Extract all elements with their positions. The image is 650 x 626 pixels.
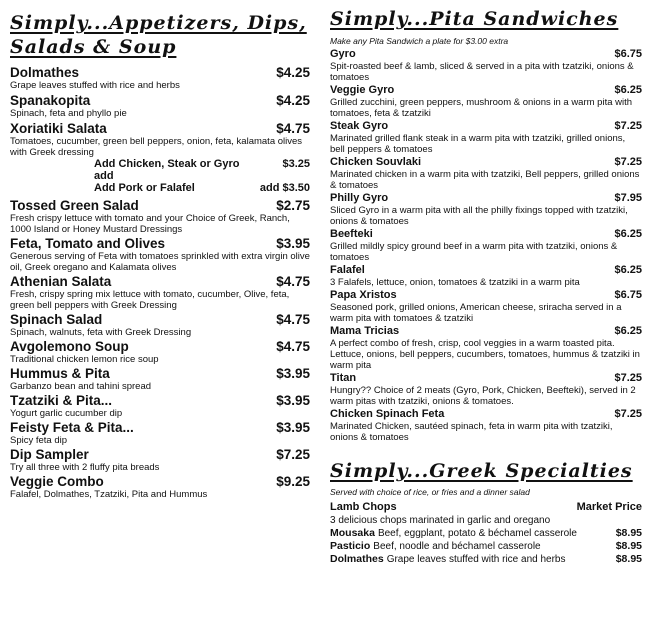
item-name: Papa Xristos [330,289,397,301]
menu-item [330,84,642,119]
menu-item [10,93,310,119]
menu-item [330,192,642,227]
appetizers-heading-line2: Salads & Soup [10,36,177,58]
menu-item [10,198,310,235]
item-name: Chicken Souvlaki [330,156,422,168]
lamb-chops-price: Market Price [576,501,642,513]
item-price: $7.25 [614,156,642,168]
menu-item [10,420,310,446]
item-price: $6.75 [614,289,642,301]
menu-item [330,264,642,288]
menu-item [330,120,642,155]
item-price: $9.25 [276,474,310,489]
specialties-heading: Simply...Greek Specialties [330,460,633,482]
item-description: Marinated grilled flank steak in a warm pita with tzatziki, grilled onions, bell peppers & tomatoes [330,133,626,155]
menu-item [10,312,310,338]
addon-price: add $3.50 [259,182,310,194]
addon-row [10,182,310,194]
addon-price: $3.25 [282,158,310,170]
specialty-row [330,527,642,540]
item-price: $6.25 [614,228,642,240]
menu-item [10,366,310,392]
menu-item [330,372,642,407]
menu-item [330,156,642,191]
item-description: Try all three with 2 fluffy pita breads [10,462,160,473]
item-description: Grilled zucchini, green peppers, mushroom & onions in a warm pita with tomatoes, feta & tzatziki [330,97,633,119]
item-name: Feisty Feta & Pita... [10,420,134,435]
specialty-row [330,553,642,566]
item-price: $6.25 [614,84,642,96]
item-price: $7.25 [614,372,642,384]
specialty-row [330,540,642,553]
item-description: Generous serving of Feta with tomatoes sprinkled with extra virgin olive oil, Greek oregano and Kalamata olives [10,251,310,273]
menu-item [330,289,642,324]
lamb-chops-row [330,501,642,514]
specialties-note: Served with choice of rice, or fries and a dinner salad [330,487,530,497]
item-price: $7.95 [614,192,642,204]
item-description: Marinated chicken in a warm pita with tzatziki, Bell peppers, grilled onions & tomatoes [330,169,640,191]
pita-heading: Simply...Pita Sandwiches [330,8,619,30]
item-price: $3.95 [276,393,310,408]
lamb-chops-name: Lamb Chops [330,501,397,513]
item-name: Steak Gyro [330,120,389,132]
item-price: $7.25 [276,447,310,462]
item-description: Tomatoes, cucumber, green bell peppers, onion, feta, kalamata olives with Greek dressing [10,136,303,158]
item-name: Dip Sampler [10,447,89,462]
pita-list [330,48,642,443]
specialty-name: Pasticio [330,540,371,552]
item-price: $3.95 [276,366,310,381]
item-price: $4.75 [276,312,310,327]
menu-item [10,393,310,419]
appetizers-heading-line1: Simply...Appetizers, Dips, [10,12,307,34]
item-description: Spicy feta dip [10,435,68,446]
item-price: $7.25 [614,120,642,132]
specialty-name: Mousaka [330,527,375,539]
item-description: Fresh crispy lettuce with tomato and your Choice of Greek, Ranch, 1000 Island or Honey Mustard Dressings [10,213,290,235]
item-price: $4.75 [276,121,310,136]
item-name: Spanakopita [10,93,91,108]
item-name: Falafel [330,264,365,276]
item-name: Hummus & Pita [10,366,110,381]
menu-item [330,408,642,443]
item-description: 3 Falafels, lettuce, onion, tomatoes & tzatziki in a warm pita [330,277,580,288]
item-name: Avgolemono Soup [10,339,129,354]
item-name: Veggie Combo [10,474,104,489]
menu-item [10,65,310,91]
item-description: Spinach, walnuts, feta with Greek Dressing [10,327,192,338]
lamb-chops-desc: 3 delicious chops marinated in garlic and oregano [330,515,551,526]
menu-item [10,121,310,158]
pita-column [330,0,642,566]
specialty-price: $8.95 [615,553,642,565]
item-name: Tossed Green Salad [10,198,139,213]
specialty-price: $8.95 [615,527,642,539]
item-price: $6.25 [614,325,642,337]
specialty-name: Dolmathes [330,553,384,565]
item-description: Falafel, Dolmathes, Tzatziki, Pita and Hummus [10,489,208,500]
item-description: Traditional chicken lemon rice soup [10,354,159,365]
specialty-desc: Grape leaves stuffed with rice and herbs [386,554,566,565]
item-description: Yogurt garlic cucumber dip [10,408,123,419]
item-name: Gyro [330,48,356,60]
item-price: $2.75 [276,198,310,213]
appetizers-column [10,0,310,500]
item-price: $4.75 [276,274,310,289]
menu-item [330,325,642,371]
item-price: $3.95 [276,236,310,251]
item-name: Dolmathes [10,65,80,80]
menu-item [10,339,310,365]
item-description: Grape leaves stuffed with rice and herbs [10,80,180,91]
menu-item [10,236,310,273]
menu-item [330,228,642,263]
item-description: A perfect combo of fresh, crisp, cool veggies in a warm toasted pita. Lettuce, onions, bell peppers, cucumbers, tomatoes, hummus & tzatziki in warm pita [330,338,640,371]
specialty-text [330,553,566,566]
menu-item [330,48,642,83]
appetizers-list [10,65,310,158]
salads-soups-dips-list [10,198,310,500]
item-name: Tzatziki & Pita... [10,393,113,408]
pita-plate-note: Make any Pita Sandwich a plate for $3.00 extra [330,36,509,46]
addon-label: Add Pork or Falafel [94,182,195,194]
item-description: Sliced Gyro in a warm pita with all the philly fixings topped with tzatziki, onions & tomatoes [330,205,628,227]
item-name: Veggie Gyro [330,84,395,96]
lamb-chops-desc-row [330,514,642,527]
specialty-desc: Beef, noodle and béchamel casserole [373,541,541,552]
salad-addons [10,158,310,194]
item-price: $4.75 [276,339,310,354]
item-name: Spinach Salad [10,312,103,327]
item-name: Athenian Salata [10,274,112,289]
item-description: Seasoned pork, grilled onions, American cheese, sriracha served in a warm pita with tomatoes & tzatziki [330,302,622,324]
item-name: Chicken Spinach Feta [330,408,445,420]
item-name: Feta, Tomato and Olives [10,236,166,251]
addon-label: Add Chicken, Steak or Gyro add [94,158,240,182]
item-name: Beefteki [330,228,373,240]
item-description: Spinach, feta and phyllo pie [10,108,127,119]
specialty-price: $8.95 [615,540,642,552]
item-description: Hungry?? Choice of 2 meats (Gyro, Pork, Chicken, Beefteki), served in 2 warm pitas with tzatziki, onions & tomatoes. [330,385,636,407]
item-name: Xoriatiki Salata [10,121,107,136]
menu-item [10,447,310,473]
addon-row [10,158,310,182]
item-name: Mama Tricias [330,325,400,337]
specialty-text [330,540,541,553]
item-price: $4.25 [276,93,310,108]
item-price: $3.95 [276,420,310,435]
item-description: Garbanzo bean and tahini spread [10,381,152,392]
appetizers-heading [10,12,310,58]
specialty-desc: Beef, eggplant, potato & béchamel casserole [377,528,577,539]
item-description: Fresh, crispy spring mix lettuce with tomato, cucumber, Olive, feta, green bell peppers with Greek Dressing [10,289,290,311]
menu-item [10,274,310,311]
specialty-text [330,527,577,540]
item-price: $6.75 [614,48,642,60]
item-price: $4.25 [276,65,310,80]
item-price: $6.25 [614,264,642,276]
item-description: Grilled mildly spicy ground beef in a warm pita with tzatziki, onions & tomatoes [330,241,618,263]
specialties-list [330,527,642,566]
item-name: Philly Gyro [330,192,389,204]
menu-item [10,474,310,500]
item-description: Spit-roasted beef & lamb, sliced & served in a pita with tzatziki, onions & tomatoes [330,61,634,83]
item-description: Marinated Chicken, sautéed spinach, feta in warm pita with tzatziki, onions & tomatoes [330,421,613,443]
item-price: $7.25 [614,408,642,420]
item-name: Titan [330,372,357,384]
